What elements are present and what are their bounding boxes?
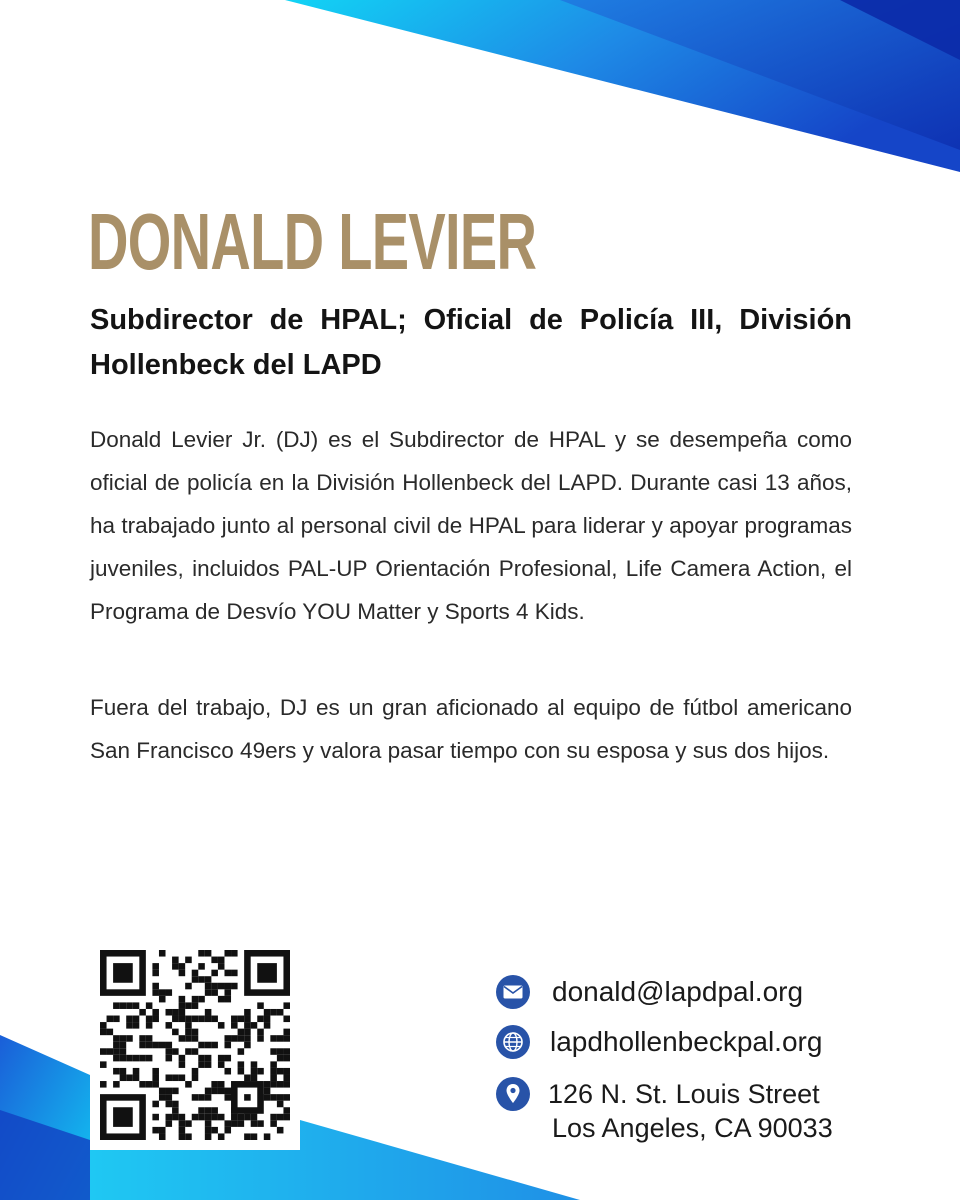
bio-paragraph-2: Fuera del trabajo, DJ es un gran aficionado al equipo de fútbol americano San Francisco 49ers y valora pasar tiempo con su esposa y sus dos hijos. <box>90 695 852 763</box>
map-pin-icon <box>496 1077 530 1111</box>
address-line-1: 126 N. St. Louis Street <box>548 1079 820 1109</box>
qr-code-graphic <box>100 950 290 1140</box>
contact-email[interactable] <box>496 975 803 1009</box>
person-name: DONALD LEVIER <box>88 197 537 286</box>
contact-address <box>496 1077 833 1145</box>
bio-paragraph-1: Donald Levier Jr. (DJ) es el Subdirector de HPAL y se desempeña como oficial de policía en la División Hollenbeck del LAPD. Durante casi 13 años, ha trabajado junto al personal civil de HPAL para liderar y apoyar programas juveniles, incluidos PAL-UP Orientación Profesional, Life Camera Action, el Programa de Desvío YOU Matter y Sports 4 Kids. <box>90 427 852 624</box>
job-title: Subdirector de HPAL; Oficial de Policía III, División Hollenbeck del LAPD <box>90 304 852 381</box>
envelope-icon <box>496 975 530 1009</box>
globe-icon <box>496 1025 530 1059</box>
contact-website[interactable] <box>496 1025 822 1059</box>
email-link[interactable]: donald@lapdpal.org <box>552 976 804 1007</box>
address-text <box>548 1077 833 1145</box>
website-link[interactable]: lapdhollenbeckpal.org <box>550 1026 823 1057</box>
qr-code[interactable] <box>90 940 300 1150</box>
address-line-2: Los Angeles, CA 90033 <box>552 1113 833 1143</box>
